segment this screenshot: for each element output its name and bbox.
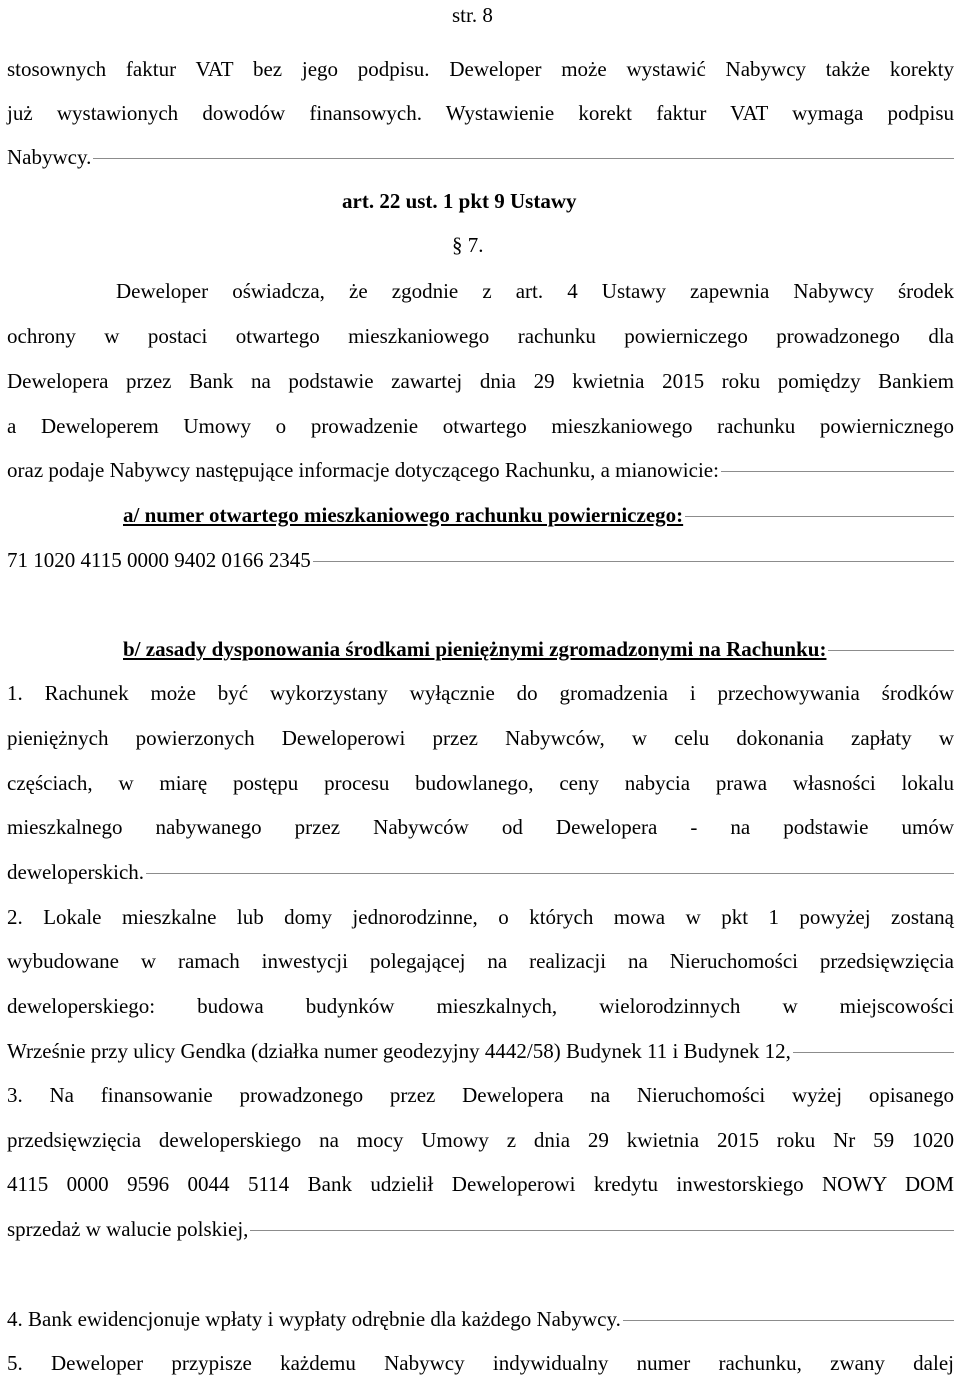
text-line: Deweloper oświadcza, że zgodnie z art. 4 Ustawy zapewnia Nabywcy środek xyxy=(116,279,954,303)
account-number: 71 1020 4115 0000 9402 0166 2345 xyxy=(7,545,954,575)
text-line: Nabywcy. xyxy=(7,142,954,172)
subheading-rules: b/ zasady dysponowania środkami pieniężnymi zgromadzonymi na Rachunku: xyxy=(123,634,954,664)
text-line: wybudowane w ramach inwestycji polegającej na realizacji na Nieruchomości przedsięwzięcia xyxy=(7,949,954,973)
text-line: częściach, w miarę postępu procesu budowlanego, ceny nabycia prawa własności lokalu xyxy=(7,771,954,795)
text-line: mieszkalnego nabywanego przez Nabywców od Dewelopera - na podstawie umów xyxy=(7,815,954,839)
text-line: 5. Deweloper przypisze każdemu Nabywcy indywidualny numer rachunku, zwany dalej xyxy=(7,1351,954,1375)
text-line: 1. Rachunek może być wykorzystany wyłącznie do gromadzenia i przechowywania środków xyxy=(7,681,954,705)
text-line: 4115 0000 9596 0044 5114 Bank udzielił Deweloperowi kredytu inwestorskiego NOWY DOM xyxy=(7,1172,954,1196)
text-line: deweloperskich. xyxy=(7,857,954,887)
text-line: już wystawionych dowodów finansowych. Wystawienie korekt faktur VAT wymaga podpisu xyxy=(7,101,954,125)
text-line: sprzedaż w walucie polskiej, xyxy=(7,1214,954,1244)
text-line: pieniężnych powierzonych Deweloperowi przez Nabywców, w celu dokonania zapłaty w xyxy=(7,726,954,750)
text-line: a Deweloperem Umowy o prowadzenie otwartego mieszkaniowego rachunku powiernicznego xyxy=(7,414,954,438)
article-reference: art. 22 ust. 1 pkt 9 Ustawy xyxy=(342,189,577,213)
text-line: ochrony w postaci otwartego mieszkaniowego rachunku powierniczego prowadzonego dla xyxy=(7,324,954,348)
text-line: Wrześnie przy ulicy Gendka (działka numer geodezyjny 4442/58) Budynek 11 i Budynek 12, xyxy=(7,1036,954,1066)
text-line: Dewelopera przez Bank na podstawie zawartej dnia 29 kwietnia 2015 roku pomiędzy Bankiem xyxy=(7,369,954,393)
text-line: stosownych faktur VAT bez jego podpisu. Deweloper może wystawić Nabywcy także korekty xyxy=(7,57,954,81)
subheading-account-number: a/ numer otwartego mieszkaniowego rachunku powierniczego: xyxy=(123,500,954,530)
text-line: deweloperskiego: budowa budynków mieszkalnych, wielorodzinnych w miejscowości xyxy=(7,994,954,1018)
section-heading: § 7. xyxy=(452,233,484,257)
text-line: 4. Bank ewidencjonuje wpłaty i wypłaty odrębnie dla każdego Nabywcy. xyxy=(7,1304,954,1334)
text-line: 2. Lokale mieszkalne lub domy jednorodzinne, o których mowa w pkt 1 powyżej zostaną xyxy=(7,905,954,929)
page-number: str. 8 xyxy=(452,3,493,27)
text-line: 3. Na finansowanie prowadzonego przez Dewelopera na Nieruchomości wyżej opisanego xyxy=(7,1083,954,1107)
text-line: przedsięwzięcia deweloperskiego na mocy Umowy z dnia 29 kwietnia 2015 roku Nr 59 1020 xyxy=(7,1128,954,1152)
text-line: oraz podaje Nabywcy następujące informacje dotyczącego Rachunku, a mianowicie: xyxy=(7,455,954,485)
